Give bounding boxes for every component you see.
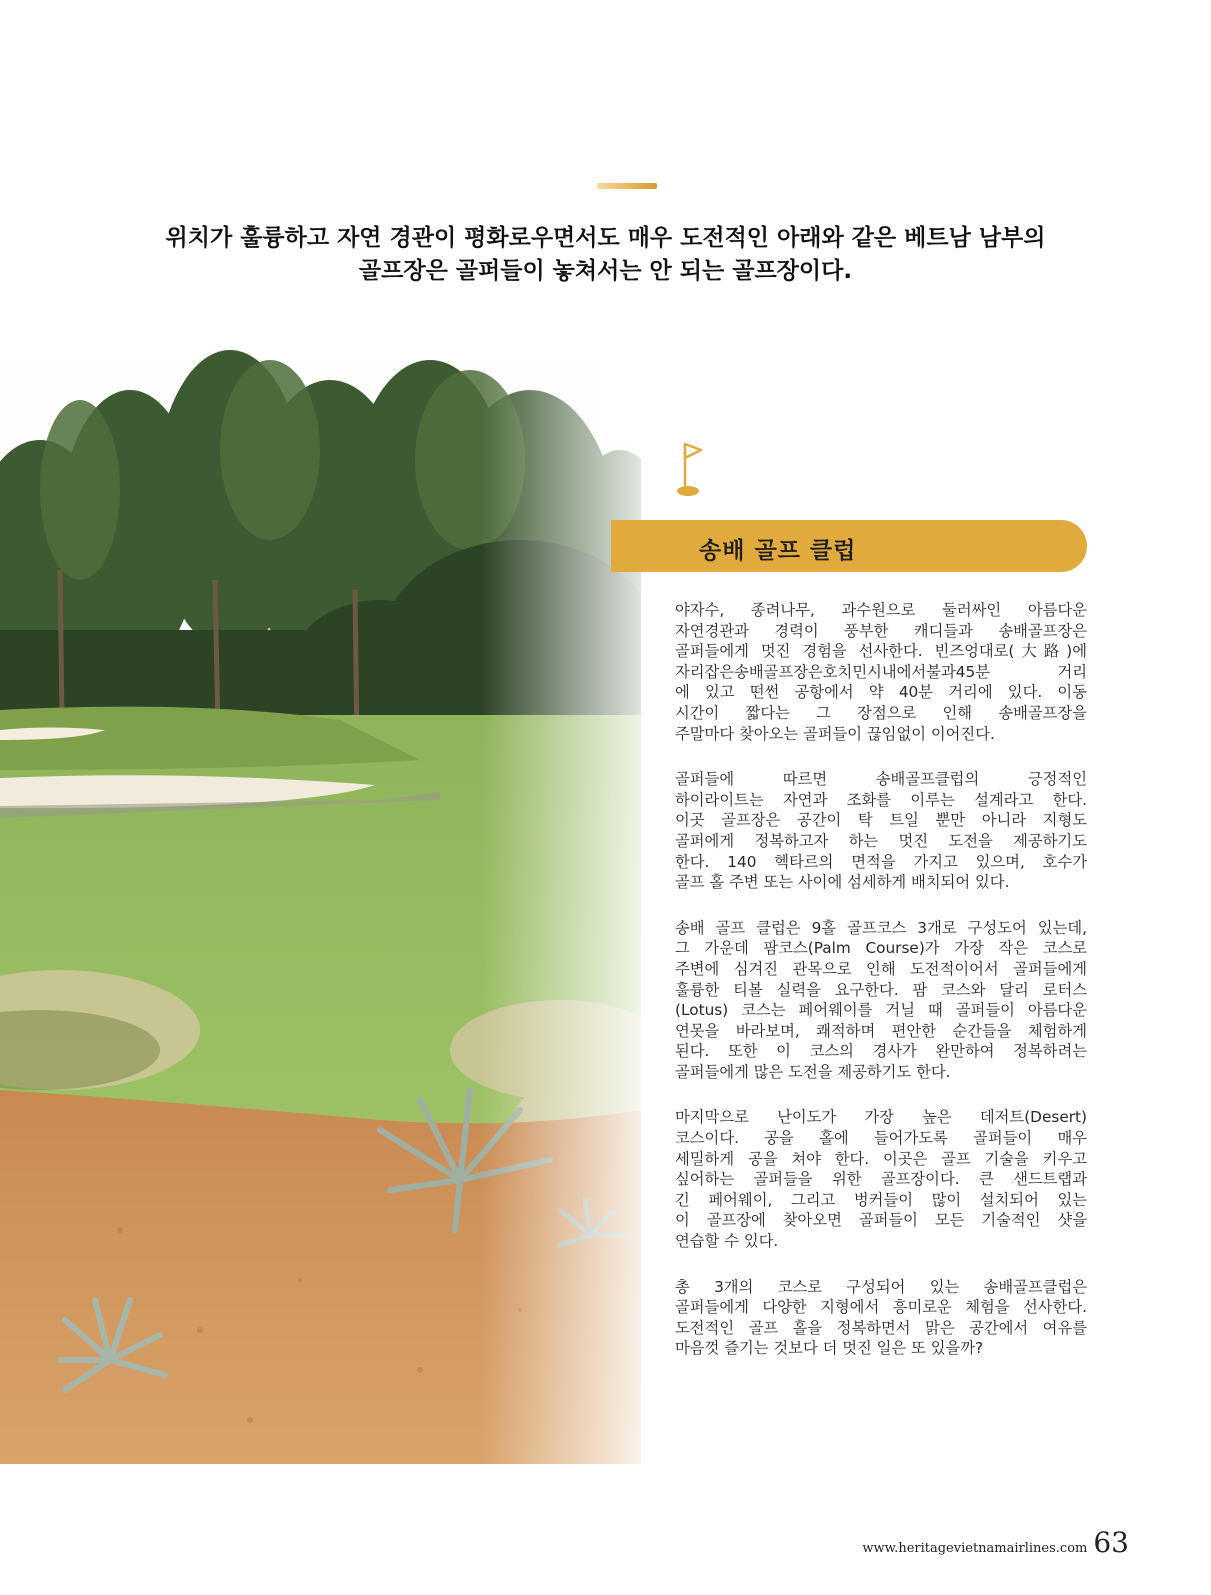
- article-line: 골퍼들에게 멋진 경험을 선사한다. 빈즈엉대로(大路)에: [675, 642, 1087, 661]
- article-line: 골퍼들에게 다양한 지형에서 흥미로운 체험을 선사한다.: [675, 1298, 1087, 1317]
- article-line: 시간이 짧다는 그 장점으로 인해 송배골프장을: [675, 703, 1087, 722]
- article-line: 세밀하게 공을 쳐야 한다. 이곳은 골프 기술을 키우고: [675, 1149, 1087, 1168]
- article-line: 야자수, 종려나무, 과수원으로 둘러싸인 아름다운: [675, 601, 1087, 619]
- intro-line-2: 골프장은 골퍼들이 놓쳐서는 안 되는 골프장이다.: [358, 258, 853, 284]
- article-line: 된다. 또한 이 코스의 경사가 완만하여 정복하려는: [675, 1042, 1087, 1061]
- article-paragraph: [675, 1277, 1087, 1359]
- article-line: 마지막으로 난이도가 가장 높은 데저트(Desert): [675, 1108, 1087, 1127]
- intro-heading: [150, 222, 1061, 288]
- article-line: 자연경관과 경력이 풍부한 캐디들과 송배골프장은: [675, 621, 1087, 640]
- footer-url[interactable]: www.heritagevietnamairlines.com: [862, 1541, 1088, 1556]
- article-line: 싶어하는 골퍼들을 위한 골프장이다. 큰 샌드트랩과: [675, 1170, 1087, 1189]
- section-title: 송배 골프 클럽: [699, 538, 857, 564]
- article-line: 코스이다. 공을 홀에 들어가도록 골퍼들이 매우: [675, 1129, 1087, 1148]
- article-line: 송배 골프 클럽은 9홀 골프코스 3개로 구성도어 있는데,: [675, 918, 1087, 937]
- article-line: 주말마다 찾아오는 골퍼들이 끊임없이 이어진다.: [675, 724, 995, 743]
- article-paragraph: [675, 600, 1087, 744]
- section-banner: [611, 520, 1087, 572]
- article-line: 마음껏 즐기는 것보다 더 멋진 일은 또 있을까?: [675, 1339, 984, 1358]
- article-line: 연못을 바라보며, 쾌적하며 편안한 순간들을 체험하게: [675, 1021, 1087, 1040]
- article-line: 그 가운데 팜코스(Palm Course)가 가장 작은 코스로: [675, 939, 1087, 958]
- article-body: [675, 600, 1087, 1384]
- golf-course-photo: [0, 330, 641, 1464]
- intro-line-1: 위치가 훌륭하고 자연 경관이 평화로우면서도 매우 도전적인 아래와 같은 베트남 남부의: [165, 225, 1046, 251]
- article-line: 이 골프장에 찾아오면 골퍼들이 모든 기술적인 샷을: [675, 1211, 1087, 1230]
- article-line: 골퍼에게 정복하고자 하는 멋진 도전을 제공하기도: [675, 831, 1087, 850]
- article-paragraph: [675, 1107, 1087, 1251]
- article-line: 골퍼들에 따르면 송배골프클럽의 긍정적인: [675, 770, 1087, 789]
- article-line: 골프 홀 주변 또는 사이에 섬세하게 배치되어 있다.: [675, 873, 1010, 892]
- article-line: 에 있고 떤썬 공항에서 약 40분 거리에 있다. 이동: [675, 683, 1087, 702]
- article-line: 이곳 골프장은 공간이 탁 트일 뿐만 아니라 지형도: [675, 811, 1087, 830]
- article-line: 골퍼들에게 많은 도전을 제공하기도 한다.: [675, 1062, 951, 1081]
- article-line: 도전적인 골프 홀을 정복하면서 맑은 공간에서 여유를: [675, 1318, 1087, 1337]
- accent-bar: [597, 183, 657, 189]
- article-line: 긴 페어웨이, 그리고 벙커들이 많이 설치되어 있는: [675, 1190, 1087, 1209]
- article-line: 총 3개의 코스로 구성되어 있는 송배골프클럽은: [675, 1277, 1087, 1296]
- article-paragraph: [675, 918, 1087, 1083]
- article-line: 한다. 140 헥타르의 면적을 가지고 있으며, 호수가: [675, 852, 1087, 871]
- article-line: 자리잡은송배골프장은호치민시내에서불과45분 거리: [675, 662, 1087, 681]
- article-paragraph: [675, 769, 1087, 893]
- article-line: 주변에 심겨진 관목으로 인해 도전적이어서 골퍼들에게: [675, 959, 1087, 978]
- golf-flag-icon: [671, 440, 705, 498]
- article-line: 연습할 수 있다.: [675, 1232, 779, 1251]
- article-line: 훌륭한 티볼 실력을 요구한다. 팜 코스와 달리 로터스: [675, 980, 1087, 999]
- article-line: 하이라이트는 자연과 조화를 이루는 설계라고 한다.: [675, 790, 1087, 809]
- page-number: 63: [1093, 1526, 1129, 1559]
- article-line: (Lotus) 코스는 페어웨이를 거닐 때 골퍼들이 아름다운: [675, 1001, 1087, 1020]
- page-footer: [862, 1526, 1129, 1559]
